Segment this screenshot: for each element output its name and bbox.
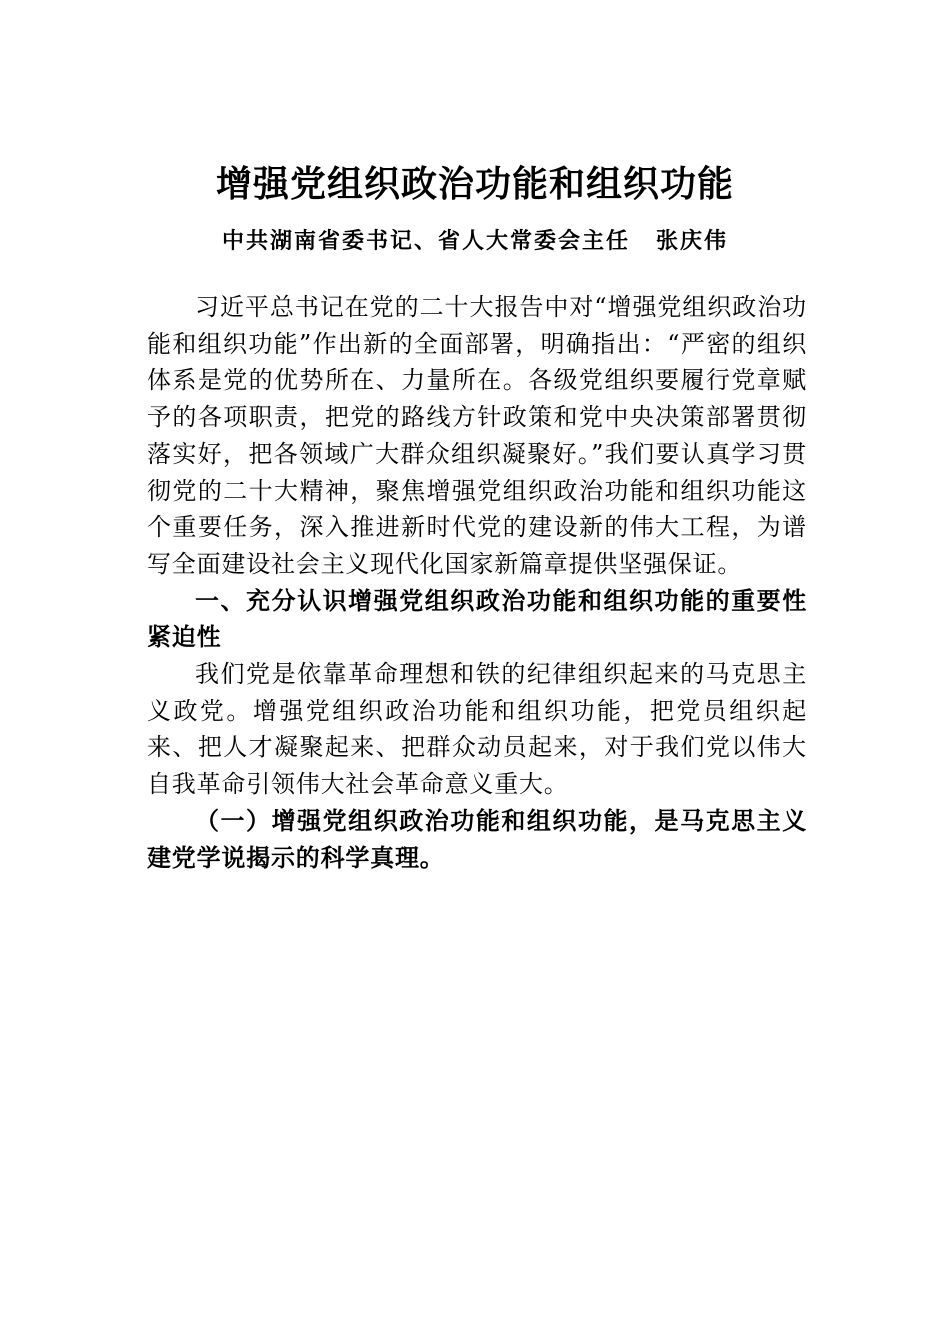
document-body (147, 289, 807, 876)
subsection-heading: （一）增强党组织政治功能和组织功能，是马克思主义建党学说揭示的科学真理。 (147, 805, 807, 872)
author-title: 中共湖南省委书记、省人大常委会主任 (221, 228, 630, 254)
document-title: 增强党组织政治功能和组织功能 (215, 164, 734, 205)
section-paragraph: 我们党是依靠革命理想和铁的纪律组织起来的马克思主义政党。增强党组织政治功能和组织功能，把党员组织起来、把人才凝聚起来、把群众动员起来，对于我们党以伟大自我革命引领伟大社会革命意义重大。 (147, 660, 807, 799)
author-name: 张庆伟 (656, 228, 729, 254)
intro-paragraph: 习近平总书记在党的二十大报告中对“增强党组织政治功能和组织功能”作出新的全面部署，明确指出：“严密的组织体系是党的优势所在、力量所在。各级党组织要履行党章赋予的各项职责，把党的路线方针政策和党中央决策部署贯彻落实好，把各领域广大群众组织凝聚好。”我们要认真学习贯彻党的二十大精神，聚焦增强党组织政治功能和组织功能这个重要任务，深入推进新时代党的建设新的伟大工程，为谱写全面建设社会主义现代化国家新篇章提供坚强保证。 (147, 293, 807, 578)
section-heading: 一、充分认识增强党组织政治功能和组织功能的重要性紧迫性 (147, 586, 807, 652)
byline (0, 226, 950, 256)
